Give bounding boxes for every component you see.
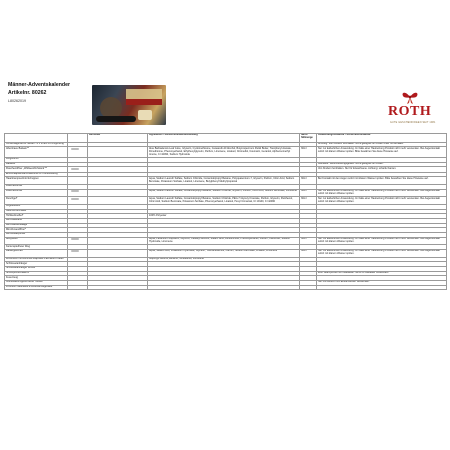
table-body [5,142,447,290]
ingredients-cell: Aqua, Paraffinum Liquidum, Glycerin, Cetearyl Alcohol, Stearic Acid, Dimethicone, Phenoxyethanol, Parfum, Carbomer, Sodium Hydroxide, Limonene [148,237,300,245]
product-box-title-band [126,99,162,105]
item-image-cell [68,249,88,257]
item-name-cell: Duschgel* [5,197,68,205]
ingredients-cell [148,285,300,290]
item-name-cell: Wollmütze mit Bommel/Snapback Patchwork Häkelt [5,257,68,262]
item-thumbnail-icon [71,168,79,170]
amount-cell: 30ml [300,147,317,158]
amount-cell: 30ml [300,237,317,245]
item-thumbnail-icon [71,190,79,192]
amount-cell: 30ml [300,197,317,205]
table-row [5,285,447,290]
table-row [5,237,447,245]
item-name-cell: Rasiergeschäft* [5,249,68,257]
notes-cell: Nur mit Aufsicht von Erwachsenen verwenden. [317,280,447,285]
item-name-cell: Kartenspielfreier Weg [5,245,68,250]
item-thumbnail-icon [71,198,79,200]
notes-cell: Nur zur äußerlichen Anwendung. Im Falle einer Hautreizung Produkt nicht mehr verwenden. Bei Augenkontakt sofort mit klarem Wasser spülen. [317,237,447,245]
notes-cell: Nur zur äußerlichen Anwendung. Im Falle einer Hautreizung Produkt nicht mehr verwenden. Bei Augenkontakt sofort mit klarem Wasser spülen. [317,189,447,197]
item-name-cell: Grundsätzlichgeschützter Hocker [5,280,68,285]
item-image-cell [68,147,88,158]
ingredients-table [4,133,447,290]
item-image-cell [68,189,88,197]
item-name-cell: Mini-Wasserwaage* [5,223,68,228]
header-cell: Anwendungshinweise / Sicherheitshinweise [317,134,447,143]
item-name-cell: Geschirrtuchhalter* [5,209,68,214]
item-image-cell [68,197,88,205]
item-thumbnail-icon [71,148,79,150]
item-name-cell: Feuerzeug [5,276,68,281]
ingredients-cell: Aqua, Sodium Laureth Sulfate, Cocamidopropyl Betaine, Sodium Chloride, Glycerin, Parfum, Citric Acid, Sodium Benzoate, Limonene [148,189,300,197]
product-image [92,85,166,125]
item-name-cell: Premium-Haferkeks & Weihnachtsgebäck [5,285,68,290]
manufacturer-cell [88,177,148,185]
ingredients-cell: Isopropyl Alcohol, Ethanol, Scheibenöl, Limonene [148,257,300,262]
product-calendar-box [138,110,152,120]
item-name-cell: Hohlkeilmeißel* [5,214,68,219]
table-row [5,177,447,185]
article-code: L80262019 [8,99,26,103]
manufacturer-cell [88,237,148,245]
notes-cell: Nur zur äußerlichen Anwendung. Im Falle einer Hautreizung Produkt nicht mehr verwenden. Bei Augenkontakt sofort mit klarem Wasser spülen. Bitte bewahren Sie diese Hinweise auf. [317,147,447,158]
table-row [5,249,447,257]
item-name-cell: Kugelbleistift* [5,204,68,209]
manufacturer-cell [88,197,148,205]
roth-logo [386,89,434,129]
item-name-cell: Universalgürtel-Gr. außen 75 + Innen 55 Umgürtung [5,142,68,147]
item-name-cell: Flaschenöffner „Wildwestfrühstück“** [5,167,68,172]
item-thumbnail-icon [71,238,79,240]
item-image-cell [68,285,88,290]
table-row [5,197,447,205]
item-image-cell [68,177,88,185]
header-cell [68,134,88,143]
notes-cell: Nur zur äußerlichen Anwendung. Im Falle einer Hautreizung Produkt nicht mehr verwenden. Bei Augenkontakt sofort mit klarem Wasser spülen. [317,197,447,205]
item-name-cell: Haarshampoo/Anti-Schuppen [5,177,68,185]
brand-name: ROTH [388,104,432,119]
product-motorcycle [96,116,136,122]
item-image-cell [68,237,88,245]
notes-cell: Achtung: Von Kindern fernhalten. Nicht geeignet für Kinder unter 36 Monaten. [317,142,447,147]
brand-tagline: GUTE GESCHENKIDEEN SEIT 1981 [390,121,436,124]
item-name-cell: Einfuhrkapselmachmaschine für Homebrewing [5,172,68,177]
document-title: Männer-Adventskalender [8,82,70,88]
ribbon-bow-icon [400,89,420,105]
amount-cell: 30ml [300,189,317,197]
ingredients-cell: Aqua, Sodium Laureth Sulfate, Sodium Chloride, Cocamidopropyl Betaine, Polyquaternium-7, Glycerin, Parfum, Citric Acid, Sodium Benzoate, Potassium Sorbate, Linalool, Limonene, Butylphenyl Methylpropional [148,177,300,185]
ingredients-cell: Aqua, Stearic Acid, Potassium Hydroxide, Glycerin, Triethanolamine, Parfum, Sodium Benzoate, Linalool, Limonene [148,249,300,257]
ingredients-cell: 100% Polyester [148,214,300,219]
header-cell [5,134,68,143]
item-name-cell: Rasierer* [5,162,68,167]
item-name-cell: Dingsbums* [5,157,68,162]
table-row [5,189,447,197]
manufacturer-cell [88,147,148,158]
table-row [5,147,447,158]
item-name-cell: Flaschenöffner* [5,189,68,197]
manufacturer-cell [88,249,148,257]
product-box-label [126,89,162,99]
item-name-cell: Schuhputzschwamm [5,271,68,276]
header-cell: Hersteller [88,134,148,143]
item-name-cell: Mini-Rasierpinsel* [5,232,68,237]
article-number: Artikelnr. 80262 [8,90,47,96]
item-name-cell: Aftershave Balsam** [5,147,68,158]
ingredients-cell: Aloe Barbadensis Leaf Juice, Glycerin, Cyclomethicone, Ceteareth-20 Alcohol, Butyrospermum Parkii Butter, Tocopheryl Acetate, Dimethicone, Phenoxyethanol, Ethylhexylglycerin, Parfum, Limonene, Linalool, Citronellol, Coumarin, Geraniol, Alpha-Isomethyl Ionone, CI 42090, Sodium Hydroxide [148,147,300,158]
header-cell: Ingredients / Wirkstoffzusammensetzung [148,134,300,143]
manufacturer-cell [88,285,148,290]
ingredients-cell: Aqua, Sodium Laureth Sulfate, Cocamidopropyl Betaine, Sodium Chloride, PEG-7 Glyceryl Cocoate, Parfum, Glycerin, Panthenol, Citric Acid, Sodium Benzoate, Potassium Sorbate, Phenoxyethanol, Linalool, Hexyl Cinnamal, CI 19140, CI 42090 [148,197,300,205]
notes-cell: Nur zur äußerlichen Anwendung. Im Falle einer Hautreizung Produkt nicht mehr verwenden. Bei Augenkontakt sofort mit klarem Wasser spülen. [317,249,447,257]
item-name-cell: Schlüsselanhänger [5,262,68,267]
amount-cell: 30ml [300,177,317,185]
table-header-row [5,134,447,143]
notes-cell: Kleinteile: Verschluckungsgefahr. Nicht geeignet für Kinder. [317,162,447,167]
header-cell: Nenn-füllmenge [300,134,317,143]
notes-cell [317,285,447,290]
notes-cell: Bei Kontakt mit den Augen sofort mit klarem Wasser spülen. Bitte bewahren Sie diese Hinweise auf. [317,177,447,185]
item-name-cell: Mini-Dosenöffner* [5,228,68,233]
manufacturer-cell [88,189,148,197]
item-thumbnail-icon [71,250,79,252]
amount-cell: 30ml [300,249,317,257]
item-name-cell: Bodylotion* [5,237,68,245]
notes-cell: Zum Glanzputzen von Glattleder. Nicht für Rauleder verwenden. [317,271,447,276]
item-name-cell: Mini-Maßband* [5,218,68,223]
amount-cell [300,285,317,290]
item-name-cell: Schlüsselanhänger Würfel* [5,266,68,271]
item-name-cell: Flaschenöffner* [5,184,68,189]
notes-cell: Von Kindern fernhalten. Nur für Erwachsene. Achtung: scharfe Kanten. [317,167,447,172]
